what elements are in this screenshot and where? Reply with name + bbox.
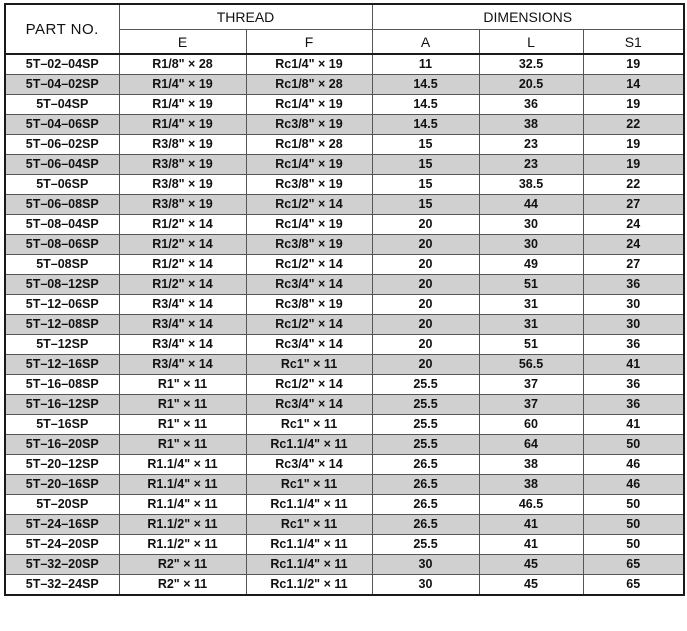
dimension-s1-cell: 30 — [583, 315, 684, 335]
part-number-cell: 5T–02–04SP — [5, 54, 119, 75]
part-number-cell: 5T–24–20SP — [5, 535, 119, 555]
table-row — [5, 75, 684, 95]
thread-f-cell: Rc3/4" × 14 — [246, 335, 372, 355]
thread-e-cell: R1/8" × 28 — [119, 54, 246, 75]
thread-f-cell: Rc1" × 11 — [246, 515, 372, 535]
part-number-cell: 5T–32–20SP — [5, 555, 119, 575]
part-number-cell: 5T–06–04SP — [5, 155, 119, 175]
table-row — [5, 455, 684, 475]
dimension-s1-cell: 22 — [583, 175, 684, 195]
thread-f-cell: Rc1/4" × 19 — [246, 155, 372, 175]
thread-e-cell: R3/8" × 19 — [119, 175, 246, 195]
dimensions-header: DIMENSIONS — [372, 4, 684, 30]
dimension-a-cell: 20 — [372, 335, 479, 355]
column-header-s1: S1 — [583, 30, 684, 55]
part-number-cell: 5T–20SP — [5, 495, 119, 515]
thread-e-cell: R1" × 11 — [119, 395, 246, 415]
thread-e-cell: R1/4" × 19 — [119, 115, 246, 135]
thread-f-cell: Rc1/4" × 19 — [246, 54, 372, 75]
dimension-a-cell: 30 — [372, 575, 479, 596]
table-row — [5, 115, 684, 135]
dimension-s1-cell: 50 — [583, 515, 684, 535]
dimension-l-cell: 20.5 — [479, 75, 583, 95]
dimension-l-cell: 46.5 — [479, 495, 583, 515]
dimension-l-cell: 45 — [479, 555, 583, 575]
table-row — [5, 275, 684, 295]
dimension-l-cell: 30 — [479, 235, 583, 255]
dimension-s1-cell: 50 — [583, 435, 684, 455]
table-row — [5, 475, 684, 495]
table-row — [5, 395, 684, 415]
dimension-l-cell: 31 — [479, 315, 583, 335]
dimension-l-cell: 64 — [479, 435, 583, 455]
dimension-l-cell: 60 — [479, 415, 583, 435]
dimension-a-cell: 20 — [372, 275, 479, 295]
dimension-a-cell: 14.5 — [372, 95, 479, 115]
thread-f-cell: Rc3/4" × 14 — [246, 395, 372, 415]
part-dimensions-table — [4, 3, 685, 596]
thread-e-cell: R2" × 11 — [119, 575, 246, 596]
dimension-a-cell: 15 — [372, 195, 479, 215]
thread-f-cell: Rc1/4" × 19 — [246, 95, 372, 115]
part-number-cell: 5T–06SP — [5, 175, 119, 195]
thread-e-cell: R1" × 11 — [119, 435, 246, 455]
table-row — [5, 54, 684, 75]
table-row — [5, 155, 684, 175]
dimension-a-cell: 30 — [372, 555, 479, 575]
column-header-l: L — [479, 30, 583, 55]
part-number-cell: 5T–04–02SP — [5, 75, 119, 95]
dimension-l-cell: 36 — [479, 95, 583, 115]
thread-e-cell: R3/4" × 14 — [119, 335, 246, 355]
part-number-cell: 5T–20–16SP — [5, 475, 119, 495]
dimension-s1-cell: 14 — [583, 75, 684, 95]
part-number-cell: 5T–12–08SP — [5, 315, 119, 335]
thread-e-cell: R1.1/4" × 11 — [119, 495, 246, 515]
thread-e-cell: R1.1/4" × 11 — [119, 455, 246, 475]
dimension-l-cell: 51 — [479, 335, 583, 355]
part-number-cell: 5T–04–06SP — [5, 115, 119, 135]
dimension-a-cell: 20 — [372, 215, 479, 235]
thread-e-cell: R3/4" × 14 — [119, 315, 246, 335]
part-number-cell: 5T–04SP — [5, 95, 119, 115]
dimension-a-cell: 20 — [372, 315, 479, 335]
table-row — [5, 195, 684, 215]
dimension-l-cell: 51 — [479, 275, 583, 295]
dimension-a-cell: 15 — [372, 175, 479, 195]
thread-e-cell: R2" × 11 — [119, 555, 246, 575]
dimension-s1-cell: 36 — [583, 335, 684, 355]
table-row — [5, 575, 684, 596]
dimension-l-cell: 23 — [479, 135, 583, 155]
thread-f-cell: Rc3/8" × 19 — [246, 115, 372, 135]
dimension-s1-cell: 46 — [583, 475, 684, 495]
thread-f-cell: Rc1/2" × 14 — [246, 255, 372, 275]
dimension-l-cell: 49 — [479, 255, 583, 275]
dimension-s1-cell: 46 — [583, 455, 684, 475]
thread-f-cell: Rc1" × 11 — [246, 475, 372, 495]
part-number-cell: 5T–12–16SP — [5, 355, 119, 375]
part-number-cell: 5T–16–12SP — [5, 395, 119, 415]
thread-f-cell: Rc1" × 11 — [246, 415, 372, 435]
dimension-a-cell: 25.5 — [372, 395, 479, 415]
dimension-s1-cell: 50 — [583, 495, 684, 515]
table-row — [5, 295, 684, 315]
thread-f-cell: Rc3/8" × 19 — [246, 235, 372, 255]
table-row — [5, 375, 684, 395]
dimension-l-cell: 38.5 — [479, 175, 583, 195]
dimension-s1-cell: 27 — [583, 195, 684, 215]
thread-e-cell: R1.1/2" × 11 — [119, 535, 246, 555]
part-number-cell: 5T–16SP — [5, 415, 119, 435]
dimension-l-cell: 23 — [479, 155, 583, 175]
thread-f-cell: Rc1" × 11 — [246, 355, 372, 375]
dimension-l-cell: 44 — [479, 195, 583, 215]
thread-f-cell: Rc1/8" × 28 — [246, 135, 372, 155]
part-number-cell: 5T–06–08SP — [5, 195, 119, 215]
dimension-a-cell: 25.5 — [372, 435, 479, 455]
thread-e-cell: R1.1/4" × 11 — [119, 475, 246, 495]
dimension-s1-cell: 22 — [583, 115, 684, 135]
table-row — [5, 215, 684, 235]
dimension-s1-cell: 65 — [583, 555, 684, 575]
thread-f-cell: Rc1.1/4" × 11 — [246, 535, 372, 555]
part-number-cell: 5T–06–02SP — [5, 135, 119, 155]
dimension-s1-cell: 19 — [583, 95, 684, 115]
dimension-s1-cell: 24 — [583, 235, 684, 255]
thread-f-cell: Rc1.1/4" × 11 — [246, 435, 372, 455]
thread-f-cell: Rc1/2" × 14 — [246, 195, 372, 215]
dimension-l-cell: 45 — [479, 575, 583, 596]
thread-e-cell: R1" × 11 — [119, 375, 246, 395]
thread-e-cell: R1/2" × 14 — [119, 255, 246, 275]
thread-e-cell: R1/2" × 14 — [119, 275, 246, 295]
dimension-a-cell: 11 — [372, 54, 479, 75]
thread-f-cell: Rc3/8" × 19 — [246, 295, 372, 315]
thread-f-cell: Rc1/2" × 14 — [246, 315, 372, 335]
dimension-l-cell: 38 — [479, 115, 583, 135]
thread-e-cell: R1/4" × 19 — [119, 75, 246, 95]
dimension-s1-cell: 24 — [583, 215, 684, 235]
part-number-cell: 5T–20–12SP — [5, 455, 119, 475]
thread-f-cell: Rc1/8" × 28 — [246, 75, 372, 95]
dimension-s1-cell: 65 — [583, 575, 684, 596]
dimension-l-cell: 41 — [479, 535, 583, 555]
dimension-s1-cell: 50 — [583, 535, 684, 555]
table-row — [5, 555, 684, 575]
dimension-s1-cell: 27 — [583, 255, 684, 275]
dimension-a-cell: 26.5 — [372, 455, 479, 475]
dimension-a-cell: 25.5 — [372, 535, 479, 555]
dimension-s1-cell: 36 — [583, 395, 684, 415]
dimension-a-cell: 14.5 — [372, 115, 479, 135]
part-no-header: PART NO. — [5, 4, 119, 54]
thread-f-cell: Rc3/4" × 14 — [246, 275, 372, 295]
table-row — [5, 435, 684, 455]
dimension-s1-cell: 36 — [583, 375, 684, 395]
dimension-s1-cell: 19 — [583, 155, 684, 175]
table-row — [5, 135, 684, 155]
thread-e-cell: R3/8" × 19 — [119, 195, 246, 215]
dimension-s1-cell: 36 — [583, 275, 684, 295]
dimension-l-cell: 30 — [479, 215, 583, 235]
thread-e-cell: R1/2" × 14 — [119, 235, 246, 255]
dimension-a-cell: 20 — [372, 255, 479, 275]
dimension-s1-cell: 41 — [583, 355, 684, 375]
part-number-cell: 5T–08–04SP — [5, 215, 119, 235]
dimension-l-cell: 31 — [479, 295, 583, 315]
table-row — [5, 175, 684, 195]
part-number-cell: 5T–08–06SP — [5, 235, 119, 255]
dimension-a-cell: 14.5 — [372, 75, 479, 95]
part-number-cell: 5T–16–08SP — [5, 375, 119, 395]
dimension-a-cell: 20 — [372, 295, 479, 315]
table-row — [5, 235, 684, 255]
dimension-s1-cell: 41 — [583, 415, 684, 435]
table-row — [5, 355, 684, 375]
dimension-l-cell: 32.5 — [479, 54, 583, 75]
dimension-l-cell: 41 — [479, 515, 583, 535]
dimension-s1-cell: 30 — [583, 295, 684, 315]
thread-f-cell: Rc1.1/2" × 11 — [246, 575, 372, 596]
dimension-l-cell: 38 — [479, 475, 583, 495]
thread-e-cell: R3/4" × 14 — [119, 295, 246, 315]
dimension-a-cell: 26.5 — [372, 475, 479, 495]
table-row — [5, 495, 684, 515]
thread-header: THREAD — [119, 4, 372, 30]
dimension-l-cell: 37 — [479, 375, 583, 395]
dimension-a-cell: 15 — [372, 135, 479, 155]
column-header-f: F — [246, 30, 372, 55]
dimension-a-cell: 20 — [372, 235, 479, 255]
part-number-cell: 5T–32–24SP — [5, 575, 119, 596]
thread-f-cell: Rc1.1/4" × 11 — [246, 555, 372, 575]
dimension-l-cell: 56.5 — [479, 355, 583, 375]
column-header-a: A — [372, 30, 479, 55]
thread-e-cell: R1/2" × 14 — [119, 215, 246, 235]
dimension-a-cell: 15 — [372, 155, 479, 175]
thread-e-cell: R3/8" × 19 — [119, 155, 246, 175]
dimension-l-cell: 37 — [479, 395, 583, 415]
dimension-a-cell: 26.5 — [372, 495, 479, 515]
thread-e-cell: R3/8" × 19 — [119, 135, 246, 155]
thread-f-cell: Rc1.1/4" × 11 — [246, 495, 372, 515]
thread-e-cell: R1" × 11 — [119, 415, 246, 435]
table-header — [5, 4, 684, 54]
thread-f-cell: Rc3/4" × 14 — [246, 455, 372, 475]
dimension-a-cell: 26.5 — [372, 515, 479, 535]
part-number-cell: 5T–24–16SP — [5, 515, 119, 535]
table-row — [5, 515, 684, 535]
column-header-e: E — [119, 30, 246, 55]
thread-e-cell: R3/4" × 14 — [119, 355, 246, 375]
thread-f-cell: Rc1/2" × 14 — [246, 375, 372, 395]
table-row — [5, 415, 684, 435]
dimension-a-cell: 25.5 — [372, 375, 479, 395]
thread-e-cell: R1/4" × 19 — [119, 95, 246, 115]
table-row — [5, 255, 684, 275]
part-number-cell: 5T–12SP — [5, 335, 119, 355]
dimension-l-cell: 38 — [479, 455, 583, 475]
part-number-cell: 5T–08SP — [5, 255, 119, 275]
thread-f-cell: Rc1/4" × 19 — [246, 215, 372, 235]
thread-e-cell: R1.1/2" × 11 — [119, 515, 246, 535]
thread-f-cell: Rc3/8" × 19 — [246, 175, 372, 195]
part-number-cell: 5T–16–20SP — [5, 435, 119, 455]
table-body — [5, 54, 684, 595]
table-row — [5, 535, 684, 555]
table-row — [5, 315, 684, 335]
part-number-cell: 5T–08–12SP — [5, 275, 119, 295]
table-row — [5, 335, 684, 355]
dimension-a-cell: 25.5 — [372, 415, 479, 435]
header-row-top — [5, 4, 684, 30]
table-row — [5, 95, 684, 115]
dimension-a-cell: 20 — [372, 355, 479, 375]
dimension-s1-cell: 19 — [583, 135, 684, 155]
part-number-cell: 5T–12–06SP — [5, 295, 119, 315]
dimension-s1-cell: 19 — [583, 54, 684, 75]
